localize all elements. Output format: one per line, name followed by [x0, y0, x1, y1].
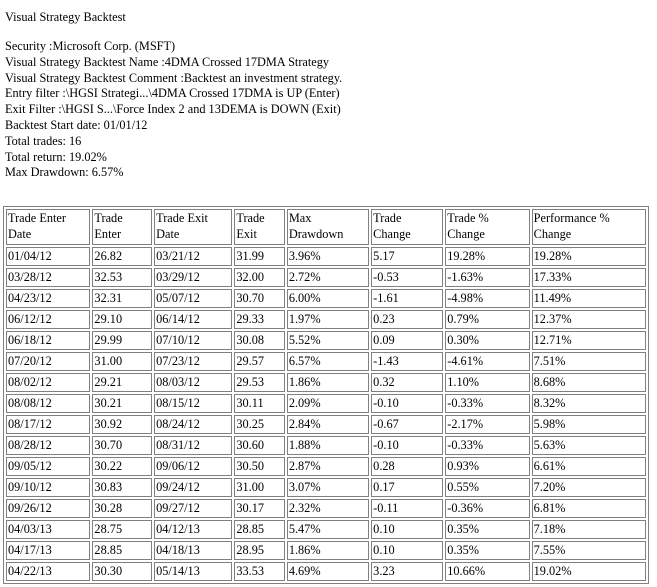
- table-cell: 0.35%: [445, 541, 529, 560]
- table-cell: -0.36%: [445, 499, 529, 518]
- table-cell: -0.33%: [445, 394, 529, 413]
- table-row: [6, 520, 646, 539]
- table-cell: 01/04/12: [6, 247, 90, 266]
- table-cell: 09/05/12: [6, 457, 90, 476]
- trades-table: [3, 206, 649, 584]
- header-label: Trade Enter: [8, 211, 66, 225]
- trade-change-header: [371, 209, 443, 245]
- table-cell: 5.47%: [287, 520, 369, 539]
- header-label: Exit: [236, 227, 257, 241]
- table-row: [6, 247, 646, 266]
- table-cell: 32.00: [234, 268, 284, 287]
- table-cell: 09/06/12: [154, 457, 232, 476]
- table-cell: 7.55%: [532, 541, 646, 560]
- table-cell: 30.08: [234, 331, 284, 350]
- table-cell: 28.85: [234, 520, 284, 539]
- table-cell: 8.68%: [532, 373, 646, 392]
- table-cell: 07/20/12: [6, 352, 90, 371]
- table-cell: 5.52%: [287, 331, 369, 350]
- summary-line: Total return: 19.02%: [5, 149, 107, 164]
- table-cell: 6.00%: [287, 289, 369, 308]
- table-cell: 31.00: [234, 478, 284, 497]
- table-cell: 7.51%: [532, 352, 646, 371]
- table-row: [6, 415, 646, 434]
- table-cell: -4.98%: [445, 289, 529, 308]
- table-cell: 12.37%: [532, 310, 646, 329]
- table-cell: 28.85: [92, 541, 152, 560]
- table-cell: -0.10: [371, 436, 443, 455]
- table-cell: 04/23/12: [6, 289, 90, 308]
- table-cell: 30.70: [234, 289, 284, 308]
- table-cell: 08/03/12: [154, 373, 232, 392]
- table-row: [6, 289, 646, 308]
- table-cell: -2.17%: [445, 415, 529, 434]
- header-label: Trade Exit: [156, 211, 208, 225]
- table-row: [6, 331, 646, 350]
- table-cell: 31.00: [92, 352, 152, 371]
- table-cell: 07/23/12: [154, 352, 232, 371]
- table-cell: 30.70: [92, 436, 152, 455]
- table-cell: 04/17/13: [6, 541, 90, 560]
- table-row: [6, 394, 646, 413]
- table-cell: 5.98%: [532, 415, 646, 434]
- table-cell: 06/18/12: [6, 331, 90, 350]
- header-label: Change: [533, 227, 572, 241]
- table-cell: 09/24/12: [154, 478, 232, 497]
- table-cell: -0.10: [371, 394, 443, 413]
- table-cell: 04/22/13: [6, 562, 90, 581]
- table-cell: 0.09: [371, 331, 443, 350]
- table-cell: 0.32: [371, 373, 443, 392]
- table-row: [6, 352, 646, 371]
- table-cell: 2.84%: [287, 415, 369, 434]
- header-label: Max: [288, 211, 312, 225]
- table-cell: -0.11: [371, 499, 443, 518]
- table-cell: 09/27/12: [154, 499, 232, 518]
- summary-line: Visual Strategy Backtest Comment :Backtest an investment strategy.: [5, 70, 343, 85]
- table-cell: 0.79%: [445, 310, 529, 329]
- performance-pct-change-header: [532, 209, 646, 245]
- table-cell: 30.28: [92, 499, 152, 518]
- table-cell: -0.53: [371, 268, 443, 287]
- table-cell: 04/18/13: [154, 541, 232, 560]
- table-cell: 30.25: [234, 415, 284, 434]
- table-cell: 6.57%: [287, 352, 369, 371]
- table-cell: 30.50: [234, 457, 284, 476]
- table-cell: 08/17/12: [6, 415, 90, 434]
- table-cell: 03/29/12: [154, 268, 232, 287]
- table-cell: 10.66%: [445, 562, 529, 581]
- table-cell: 08/15/12: [154, 394, 232, 413]
- table-cell: 03/21/12: [154, 247, 232, 266]
- table-cell: 06/14/12: [154, 310, 232, 329]
- table-row: [6, 478, 646, 497]
- report-summary: [5, 39, 653, 181]
- table-cell: 3.96%: [287, 247, 369, 266]
- table-cell: 09/26/12: [6, 499, 90, 518]
- table-cell: 0.35%: [445, 520, 529, 539]
- trade-exit-date-header: [154, 209, 232, 245]
- table-cell: 08/31/12: [154, 436, 232, 455]
- summary-line: Backtest Start date: 01/01/12: [5, 117, 148, 132]
- table-header-row: [6, 209, 646, 245]
- table-row: [6, 562, 646, 581]
- table-cell: -4.61%: [445, 352, 529, 371]
- table-cell: 30.60: [234, 436, 284, 455]
- table-cell: 33.53: [234, 562, 284, 581]
- table-body: [6, 247, 646, 581]
- summary-line: Exit Filter :\HGSI S...\Force Index 2 and 13DEMA is DOWN (Exit): [5, 102, 341, 117]
- table-cell: 30.83: [92, 478, 152, 497]
- table-cell: 29.99: [92, 331, 152, 350]
- header-label: Change: [447, 227, 485, 241]
- summary-line: Max Drawdown: 6.57%: [5, 165, 124, 180]
- table-cell: 05/14/13: [154, 562, 232, 581]
- summary-line: Total trades: 16: [5, 133, 82, 148]
- table-cell: 26.82: [92, 247, 152, 266]
- table-cell: 1.86%: [287, 541, 369, 560]
- table-cell: -1.61: [371, 289, 443, 308]
- table-cell: 29.10: [92, 310, 152, 329]
- table-row: [6, 541, 646, 560]
- header-label: Trade %: [447, 211, 489, 225]
- table-cell: 19.28%: [445, 247, 529, 266]
- table-cell: 7.20%: [532, 478, 646, 497]
- table-cell: 19.28%: [532, 247, 646, 266]
- table-cell: 0.10: [371, 520, 443, 539]
- table-cell: 2.87%: [287, 457, 369, 476]
- table-cell: 3.07%: [287, 478, 369, 497]
- header-label: Trade: [94, 211, 123, 225]
- table-cell: 31.99: [234, 247, 284, 266]
- table-row: [6, 268, 646, 287]
- table-cell: 32.53: [92, 268, 152, 287]
- table-cell: 30.17: [234, 499, 284, 518]
- table-cell: 4.69%: [287, 562, 369, 581]
- table-cell: 32.31: [92, 289, 152, 308]
- table-cell: 5.17: [371, 247, 443, 266]
- table-cell: 0.28: [371, 457, 443, 476]
- summary-line: Visual Strategy Backtest Name :4DMA Crossed 17DMA Strategy: [5, 54, 330, 69]
- table-cell: -0.33%: [445, 436, 529, 455]
- report-title: Visual Strategy Backtest: [5, 10, 126, 24]
- header-label: Date: [8, 227, 32, 241]
- table-cell: 11.49%: [532, 289, 646, 308]
- table-cell: 8.32%: [532, 394, 646, 413]
- max-drawdown-header: [287, 209, 369, 245]
- summary-line: Entry filter :\HGSI Strategi...\4DMA Crossed 17DMA is UP (Enter): [5, 86, 340, 101]
- trade-pct-change-header: [445, 209, 529, 245]
- header-label: Change: [373, 227, 411, 241]
- table-cell: 7.18%: [532, 520, 646, 539]
- trade-exit-header: [234, 209, 284, 245]
- header-label: Trade: [373, 211, 402, 225]
- table-cell: 2.09%: [287, 394, 369, 413]
- table-cell: 6.61%: [532, 457, 646, 476]
- trade-enter-header: [92, 209, 152, 245]
- table-cell: 5.63%: [532, 436, 646, 455]
- table-cell: 19.02%: [532, 562, 646, 581]
- table-cell: 28.75: [92, 520, 152, 539]
- table-cell: -1.63%: [445, 268, 529, 287]
- summary-line: Security :Microsoft Corp. (MSFT): [5, 39, 176, 53]
- header-label: Enter: [94, 227, 122, 241]
- table-cell: 30.30: [92, 562, 152, 581]
- header-label: Performance %: [533, 211, 610, 225]
- table-cell: 30.21: [92, 394, 152, 413]
- table-cell: 30.92: [92, 415, 152, 434]
- table-cell: -1.43: [371, 352, 443, 371]
- table-cell: 0.23: [371, 310, 443, 329]
- table-cell: 08/02/12: [6, 373, 90, 392]
- table-row: [6, 310, 646, 329]
- table-row: [6, 499, 646, 518]
- header-label: Date: [156, 227, 180, 241]
- table-cell: 03/28/12: [6, 268, 90, 287]
- table-cell: 30.11: [234, 394, 284, 413]
- table-cell: 29.33: [234, 310, 284, 329]
- table-cell: 6.81%: [532, 499, 646, 518]
- backtest-report: [5, 0, 653, 181]
- table-cell: 2.32%: [287, 499, 369, 518]
- table-cell: 1.97%: [287, 310, 369, 329]
- table-cell: 17.33%: [532, 268, 646, 287]
- header-label: Trade: [236, 211, 265, 225]
- table-cell: 0.10: [371, 541, 443, 560]
- table-cell: 0.93%: [445, 457, 529, 476]
- header-label: Drawdown: [288, 227, 344, 241]
- table-cell: 07/10/12: [154, 331, 232, 350]
- table-cell: 04/12/13: [154, 520, 232, 539]
- trade-enter-date-header: [6, 209, 90, 245]
- table-cell: 08/24/12: [154, 415, 232, 434]
- table-cell: 28.95: [234, 541, 284, 560]
- table-cell: 29.53: [234, 373, 284, 392]
- table-cell: 3.23: [371, 562, 443, 581]
- table-cell: 1.88%: [287, 436, 369, 455]
- table-cell: 08/28/12: [6, 436, 90, 455]
- table-cell: 0.55%: [445, 478, 529, 497]
- table-row: [6, 457, 646, 476]
- table-cell: 1.10%: [445, 373, 529, 392]
- table-cell: 0.30%: [445, 331, 529, 350]
- table-cell: 29.57: [234, 352, 284, 371]
- table-cell: 09/10/12: [6, 478, 90, 497]
- table-cell: 2.72%: [287, 268, 369, 287]
- table-row: [6, 373, 646, 392]
- table-cell: 1.86%: [287, 373, 369, 392]
- table-cell: 30.22: [92, 457, 152, 476]
- table-cell: 05/07/12: [154, 289, 232, 308]
- table-cell: 29.21: [92, 373, 152, 392]
- table-cell: 12.71%: [532, 331, 646, 350]
- table-cell: 08/08/12: [6, 394, 90, 413]
- table-cell: 0.17: [371, 478, 443, 497]
- table-cell: -0.67: [371, 415, 443, 434]
- table-cell: 04/03/13: [6, 520, 90, 539]
- table-row: [6, 436, 646, 455]
- table-cell: 06/12/12: [6, 310, 90, 329]
